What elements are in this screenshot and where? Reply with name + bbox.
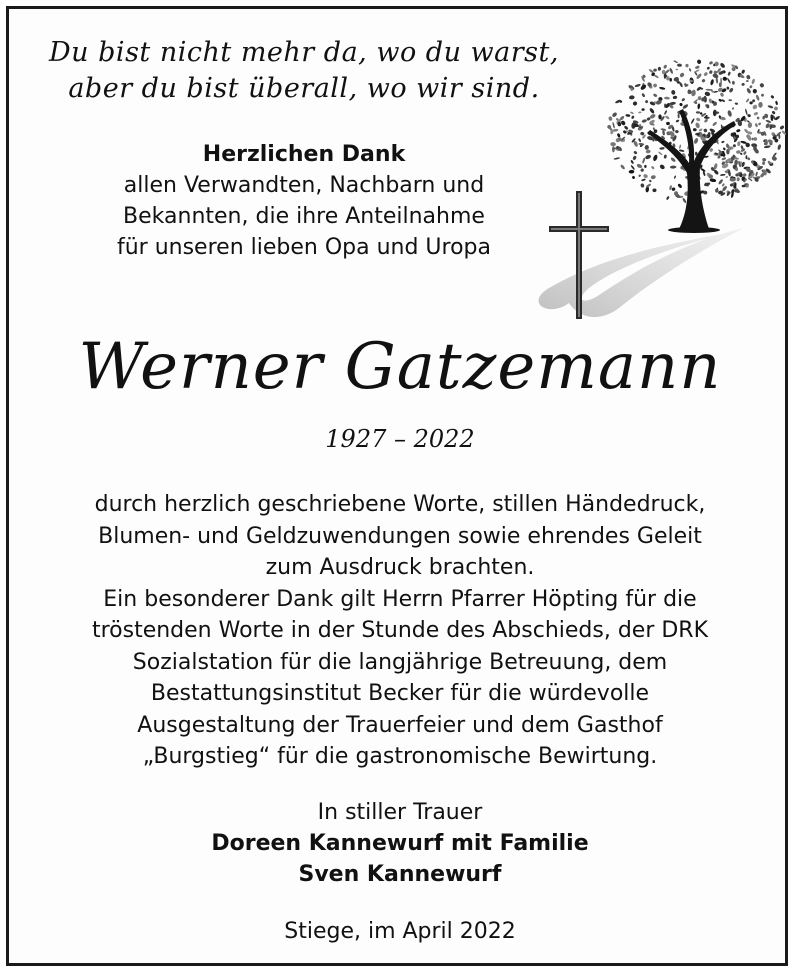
swoosh-decoration [539,228,744,317]
closing-intro: In stiller Trauer [317,800,483,825]
message-line: Bestattungsinstitut Becker für die würdevolle [150,681,650,706]
quote-line: aber du bist überall, wo wir sind. [68,73,540,104]
message-line: zum Ausdruck brachten. [265,555,535,580]
thanks-line: für unseren lieben Opa und Uropa [116,235,491,260]
message-line: tröstenden Worte in der Stunde des Abschieds, der DRK [91,618,709,643]
message-line: Ausgestaltung der Trauerfeier und dem Gasthof [137,712,663,738]
deceased-name: Werner Gatzemann [78,330,722,404]
memorial-quote [39,35,569,107]
life-years: 1927 – 2022 [325,425,475,453]
memorial-artwork [529,33,791,329]
mourner-name: Doreen Kannewurf mit Familie [211,831,589,856]
quote-line: Du bist nicht mehr da, wo du warst, [49,37,559,68]
thanks-block [69,139,539,263]
thanks-message [29,489,771,773]
thanks-line: allen Verwandten, Nachbarn und [123,173,485,198]
message-line: durch herzlich geschriebene Worte, stillen Händedruck, [94,492,706,517]
place-date: Stiege, im April 2022 [284,919,516,944]
mourners-block [9,797,791,890]
obituary-card [6,6,788,966]
message-line: Blumen- und Geldzuwendungen sowie ehrendes Geleit [98,523,702,549]
tree-icon [607,59,787,233]
message-line: Ein besonderer Dank gilt Herrn Pfarrer Höpting für die [103,586,697,612]
message-line: Sozialstation für die langjährige Betreuung, dem [132,649,668,675]
message-line: „Burgstieg“ für die gastronomische Bewirtung. [142,744,658,769]
thanks-heading: Herzlichen Dank [202,142,406,167]
mourner-name: Sven Kannewurf [298,862,502,887]
thanks-line: Bekannten, die ihre Anteilnahme [123,204,485,229]
